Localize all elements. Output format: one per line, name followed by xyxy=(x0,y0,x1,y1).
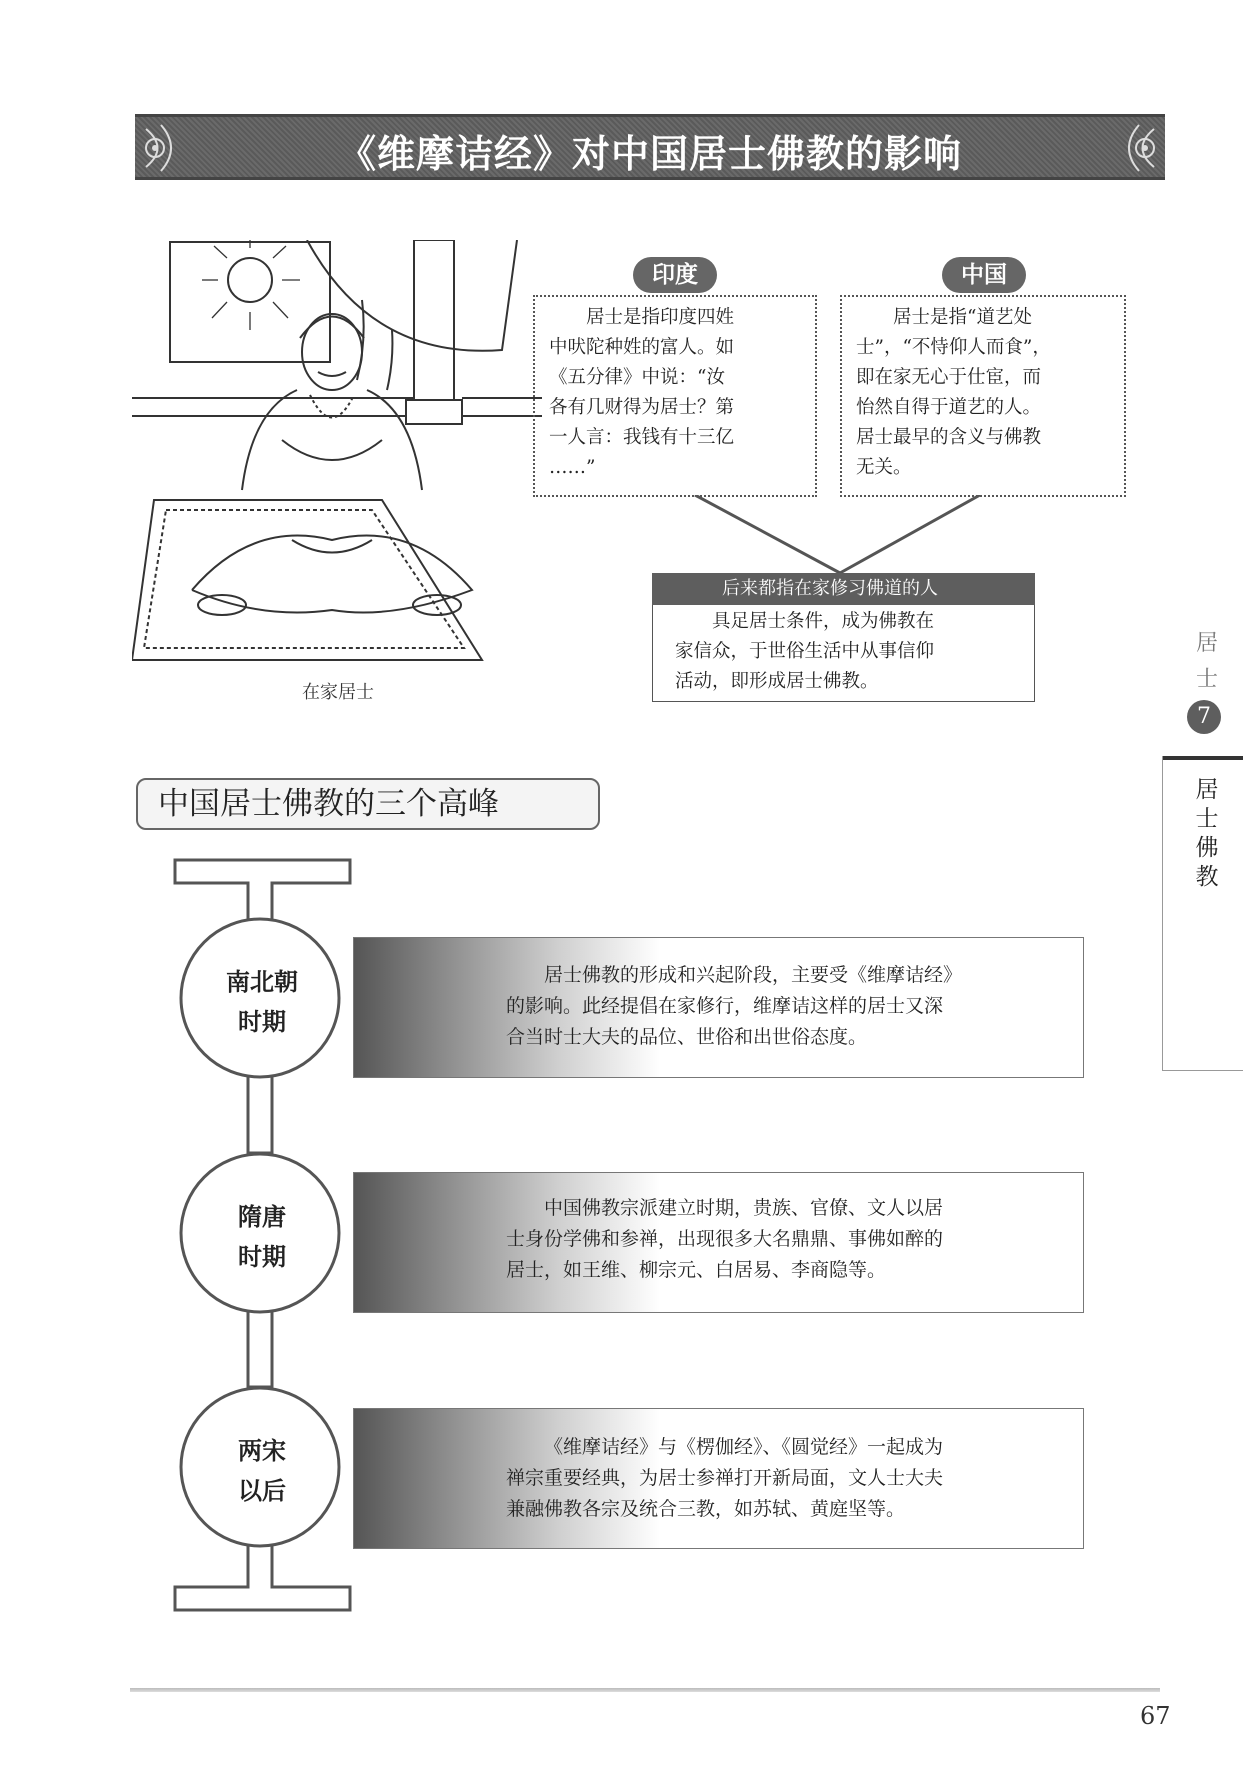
side-tab-border xyxy=(1162,756,1163,1070)
period-line: 合当时士大夫的品位、世俗和出世俗态度。 xyxy=(506,1026,868,1048)
period-label xyxy=(212,962,312,1042)
india-label: 印度 xyxy=(633,257,717,293)
footer-rule xyxy=(130,1688,1160,1692)
period-label-line: 两宋 xyxy=(238,1437,286,1465)
later-meaning-body xyxy=(652,605,1035,702)
period-line: 士身份学佛和参禅，出现很多大名鼎鼎、事佛如醉的 xyxy=(506,1228,944,1250)
period-label-line: 时期 xyxy=(238,1243,286,1271)
india-line: 各有几财得为居士？第 xyxy=(549,397,735,418)
chapter-title xyxy=(1195,626,1219,698)
side-tab-bottom xyxy=(1162,1070,1243,1071)
china-line: 即在家无心于仕宦，而 xyxy=(856,367,1042,388)
china-label: 中国 xyxy=(942,257,1026,293)
china-line: 士”，“不恃仰人而食”， xyxy=(856,337,1051,358)
later-meaning-heading: 后来都指在家修习佛道的人 xyxy=(652,573,1035,605)
period-line: 的影响。此经提倡在家修行，维摩诘这样的居士又深 xyxy=(506,995,944,1017)
period-description xyxy=(506,1193,1066,1286)
period-label-line: 隋唐 xyxy=(238,1203,286,1231)
period-line: 《维摩诘经》与《楞伽经》、《圆觉经》一起成为 xyxy=(544,1436,944,1458)
section-heading: 中国居士佛教的三个高峰 xyxy=(136,778,600,830)
india-line: 居士是指印度四姓 xyxy=(586,307,735,328)
chapter-title-char: 士 xyxy=(1195,667,1218,692)
period-label-line: 时期 xyxy=(238,1008,286,1036)
section-tab-char: 士 xyxy=(1195,806,1219,832)
page-title: 《维摩诘经》对中国居士佛教的影响 xyxy=(337,132,962,176)
india-line: 一人言：我钱有十三亿 xyxy=(549,427,735,448)
chapter-number-badge: 7 xyxy=(1187,700,1221,734)
period-label xyxy=(212,1431,312,1511)
india-description xyxy=(533,295,817,497)
period-line: 兼融佛教各宗及统合三教，如苏轼、黄庭坚等。 xyxy=(506,1498,906,1520)
illustration-caption: 在家居士 xyxy=(302,682,374,703)
title-banner xyxy=(135,114,1165,180)
section-tab-label xyxy=(1192,776,1222,892)
later-line: 具足居士条件，成为佛教在 xyxy=(712,611,935,632)
china-line: 怡然自得于道艺的人。 xyxy=(856,397,1042,418)
section-tab-char: 佛 xyxy=(1195,835,1219,861)
side-tab-divider xyxy=(1162,756,1243,760)
period-label xyxy=(212,1197,312,1277)
section-tab-char: 居 xyxy=(1195,777,1219,803)
period-line: 居士佛教的形成和兴起阶段，主要受《维摩诘经》 xyxy=(544,964,963,986)
period-description xyxy=(506,1432,1066,1525)
india-line: ……” xyxy=(549,457,596,478)
china-line: 无关。 xyxy=(856,457,912,478)
period-line: 中国佛教宗派建立时期，贵族、官僚、文人以居 xyxy=(544,1197,944,1219)
later-line: 家信众，于世俗生活中从事信仰 xyxy=(675,641,935,662)
india-line: 中吠陀种姓的富人。如 xyxy=(549,337,735,358)
period-label-line: 南北朝 xyxy=(226,968,298,996)
period-line: 禅宗重要经典，为居士参禅打开新局面，文人士大夫 xyxy=(506,1467,944,1489)
india-line: 《五分律》中说：“汝 xyxy=(549,367,725,388)
chapter-title-char: 居 xyxy=(1195,631,1218,656)
page-number: 67 xyxy=(1140,1702,1171,1730)
china-description xyxy=(840,295,1126,497)
china-line: 居士是指“道艺处 xyxy=(893,307,1032,328)
later-line: 活动，即形成居士佛教。 xyxy=(675,671,879,692)
period-label-line: 以后 xyxy=(238,1477,286,1505)
seated-layman-illustration xyxy=(132,240,542,680)
floral-ornament-right-icon xyxy=(1103,121,1159,175)
period-line: 居士，如王维、柳宗元、白居易、李商隐等。 xyxy=(506,1259,887,1281)
section-tab-char: 教 xyxy=(1195,864,1219,890)
connector-lines xyxy=(690,495,990,575)
china-line: 居士最早的含义与佛教 xyxy=(856,427,1042,448)
period-description xyxy=(506,960,1066,1053)
